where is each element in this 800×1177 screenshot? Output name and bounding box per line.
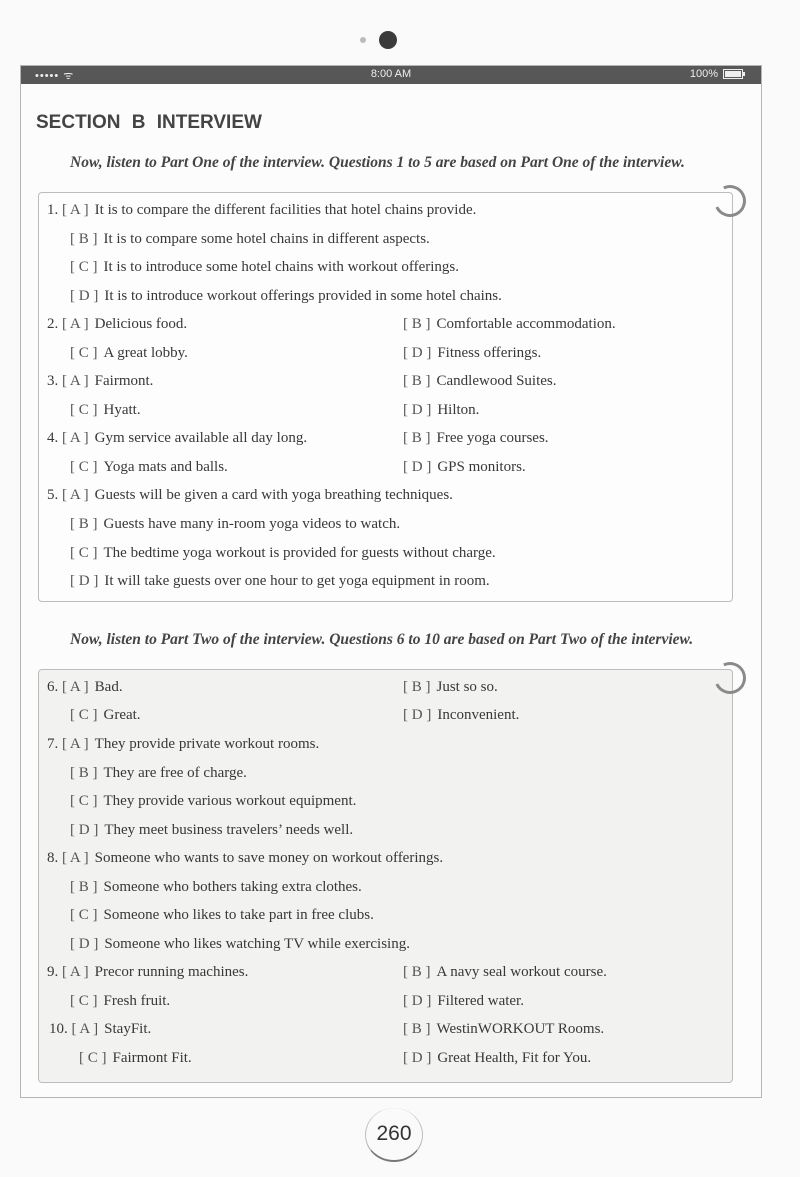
question-number: 6. xyxy=(47,679,59,695)
option-label: [ B ] xyxy=(403,373,431,389)
option-text: Someone who wants to save money on workout offerings. xyxy=(94,850,444,866)
question-5-option-a[interactable] xyxy=(47,487,453,504)
option-text: Free yoga courses. xyxy=(436,430,549,446)
question-number: 8. xyxy=(47,850,59,866)
option-text: They are free of charge. xyxy=(103,765,247,781)
part-one-instruction: Now, listen to Part One of the interview. Questions 1 to 5 are based on Part One of the interview. xyxy=(70,154,685,171)
question-5-option-c[interactable] xyxy=(70,545,496,562)
question-10-option-c[interactable] xyxy=(79,1050,192,1067)
question-6-option-d[interactable] xyxy=(403,707,519,724)
question-10-option-b[interactable] xyxy=(403,1021,604,1038)
section-title: SECTION B INTERVIEW xyxy=(36,112,262,133)
option-text: It is to compare the different facilities that hotel chains provide. xyxy=(94,202,477,218)
option-text: Fairmont Fit. xyxy=(112,1050,192,1066)
status-time: 8:00 AM xyxy=(370,68,412,80)
signal-wifi-icon: ••••• ᯤ xyxy=(35,70,75,82)
option-label: [ B ] xyxy=(70,879,98,895)
option-label: [ C ] xyxy=(79,1050,107,1066)
question-1-option-d[interactable] xyxy=(70,288,502,305)
option-label: [ D ] xyxy=(70,288,99,304)
option-text: They meet business travelers’ needs well. xyxy=(104,822,354,838)
option-text: Candlewood Suites. xyxy=(436,373,557,389)
option-text: Filtered water. xyxy=(437,993,524,1009)
option-text: Bad. xyxy=(94,679,123,695)
question-4-option-b[interactable] xyxy=(403,430,549,447)
part-two-instruction: Now, listen to Part Two of the interview. Questions 6 to 10 are based on Part Two of the interview. xyxy=(70,631,694,648)
camera-lens-icon xyxy=(379,31,397,49)
option-text: It is to compare some hotel chains in different aspects. xyxy=(103,231,430,247)
option-label: [ D ] xyxy=(403,993,432,1009)
option-label: [ D ] xyxy=(403,707,432,723)
option-text: Fairmont. xyxy=(94,373,154,389)
option-text: WestinWORKOUT Rooms. xyxy=(436,1021,605,1037)
question-2-option-d[interactable] xyxy=(403,345,541,362)
option-text: It will take guests over one hour to get yoga equipment in room. xyxy=(104,573,490,589)
question-8-option-d[interactable] xyxy=(70,936,410,953)
option-label: [ A ] xyxy=(62,316,89,332)
option-text: Precor running machines. xyxy=(94,964,249,980)
option-text: Just so so. xyxy=(436,679,498,695)
option-label: [ B ] xyxy=(403,430,431,446)
question-6-option-b[interactable] xyxy=(403,679,498,696)
option-text: Great. xyxy=(103,707,141,723)
question-number: 4. xyxy=(47,430,59,446)
option-label: [ D ] xyxy=(403,345,432,361)
question-3-option-b[interactable] xyxy=(403,373,557,390)
option-text: Delicious food. xyxy=(94,316,188,332)
option-text: Someone who bothers taking extra clothes. xyxy=(103,879,362,895)
question-5-option-b[interactable] xyxy=(70,516,400,533)
option-label: [ D ] xyxy=(403,402,432,418)
option-label: [ D ] xyxy=(70,573,99,589)
camera-sensor-icon xyxy=(360,37,366,43)
option-text: A great lobby. xyxy=(103,345,188,361)
option-text: It is to introduce some hotel chains with workout offerings. xyxy=(103,259,459,275)
option-text: Guests will be given a card with yoga breathing techniques. xyxy=(94,487,453,503)
option-label: [ C ] xyxy=(70,402,98,418)
question-9-option-d[interactable] xyxy=(403,993,524,1010)
option-text: It is to introduce workout offerings provided in some hotel chains. xyxy=(104,288,502,304)
option-text: Hyatt. xyxy=(103,402,141,418)
option-label: [ D ] xyxy=(403,1050,432,1066)
option-label: [ A ] xyxy=(62,202,89,218)
option-text: Someone who likes to take part in free clubs. xyxy=(103,907,374,923)
option-text: They provide private workout rooms. xyxy=(94,736,320,752)
question-3-option-d[interactable] xyxy=(403,402,479,419)
option-text: They provide various workout equipment. xyxy=(103,793,357,809)
question-1-option-a[interactable] xyxy=(47,202,476,219)
device-camera xyxy=(350,31,410,49)
option-text: Great Health, Fit for You. xyxy=(437,1050,592,1066)
question-number: 7. xyxy=(47,736,59,752)
option-text: StayFit. xyxy=(104,1021,152,1037)
option-text: The bedtime yoga workout is provided for guests without charge. xyxy=(103,545,496,561)
option-text: Someone who likes watching TV while exercising. xyxy=(104,936,410,952)
option-text: Guests have many in-room yoga videos to watch. xyxy=(103,516,401,532)
question-3-option-a[interactable] xyxy=(47,373,153,390)
option-label: [ B ] xyxy=(70,231,98,247)
option-text: Inconvenient. xyxy=(437,707,520,723)
option-label: [ B ] xyxy=(403,679,431,695)
option-label: [ B ] xyxy=(403,964,431,980)
question-7-option-a[interactable] xyxy=(47,736,319,753)
question-8-option-a[interactable] xyxy=(47,850,443,867)
option-label: [ B ] xyxy=(70,765,98,781)
question-number: 2. xyxy=(47,316,59,332)
question-10-option-a[interactable] xyxy=(49,1021,151,1038)
option-text: Fitness offerings. xyxy=(437,345,542,361)
option-label: [ B ] xyxy=(403,316,431,332)
option-label: [ C ] xyxy=(70,793,98,809)
option-text: Hilton. xyxy=(437,402,480,418)
question-2-option-b[interactable] xyxy=(403,316,616,333)
option-text: Comfortable accommodation. xyxy=(436,316,616,332)
option-label: [ C ] xyxy=(70,545,98,561)
question-8-option-c[interactable] xyxy=(70,907,374,924)
question-2-option-a[interactable] xyxy=(47,316,187,333)
question-number: 1. xyxy=(47,202,59,218)
option-text: A navy seal workout course. xyxy=(436,964,607,980)
option-label: [ C ] xyxy=(70,707,98,723)
question-1-option-b[interactable] xyxy=(70,231,430,248)
option-label: [ A ] xyxy=(62,487,89,503)
question-9-option-c[interactable] xyxy=(70,993,170,1010)
battery-percent: 100% xyxy=(689,68,718,80)
question-7-option-c[interactable] xyxy=(70,793,356,810)
option-label: [ A ] xyxy=(62,430,89,446)
option-label: [ C ] xyxy=(70,259,98,275)
option-label: [ D ] xyxy=(403,459,432,475)
question-5-option-d[interactable] xyxy=(70,573,490,590)
battery-status xyxy=(690,68,743,80)
question-8-option-b[interactable] xyxy=(70,879,362,896)
option-label: [ D ] xyxy=(70,822,99,838)
question-1-option-c[interactable] xyxy=(70,259,459,276)
battery-icon xyxy=(723,69,743,79)
option-text: GPS monitors. xyxy=(437,459,526,475)
page-number: 260 xyxy=(365,1108,423,1162)
option-label: [ A ] xyxy=(71,1021,99,1037)
option-label: [ C ] xyxy=(70,459,98,475)
option-text: Yoga mats and balls. xyxy=(103,459,228,475)
option-label: [ A ] xyxy=(62,850,89,866)
question-10-option-d[interactable] xyxy=(403,1050,591,1067)
part-one-questions-box xyxy=(38,192,733,602)
question-number: 3. xyxy=(47,373,59,389)
question-2-option-c[interactable] xyxy=(70,345,188,362)
question-4-option-c[interactable] xyxy=(70,459,228,476)
option-label: [ A ] xyxy=(62,736,89,752)
question-4-option-a[interactable] xyxy=(47,430,307,447)
question-9-option-b[interactable] xyxy=(403,964,607,981)
option-label: [ A ] xyxy=(62,964,89,980)
question-6-option-a[interactable] xyxy=(47,679,123,696)
question-9-option-a[interactable] xyxy=(47,964,248,981)
option-text: Fresh fruit. xyxy=(103,993,171,1009)
question-number: 10. xyxy=(49,1021,68,1037)
question-4-option-d[interactable] xyxy=(403,459,526,476)
option-text: Gym service available all day long. xyxy=(94,430,308,446)
option-label: [ C ] xyxy=(70,907,98,923)
option-label: [ D ] xyxy=(70,936,99,952)
question-7-option-d[interactable] xyxy=(70,822,353,839)
question-number: 9. xyxy=(47,964,59,980)
option-label: [ C ] xyxy=(70,345,98,361)
option-label: [ A ] xyxy=(62,679,89,695)
question-7-option-b[interactable] xyxy=(70,765,247,782)
option-label: [ B ] xyxy=(403,1021,431,1037)
option-label: [ A ] xyxy=(62,373,89,389)
question-number: 5. xyxy=(47,487,59,503)
question-6-option-c[interactable] xyxy=(70,707,141,724)
option-label: [ C ] xyxy=(70,993,98,1009)
question-3-option-c[interactable] xyxy=(70,402,141,419)
status-bar xyxy=(21,66,761,84)
option-label: [ B ] xyxy=(70,516,98,532)
